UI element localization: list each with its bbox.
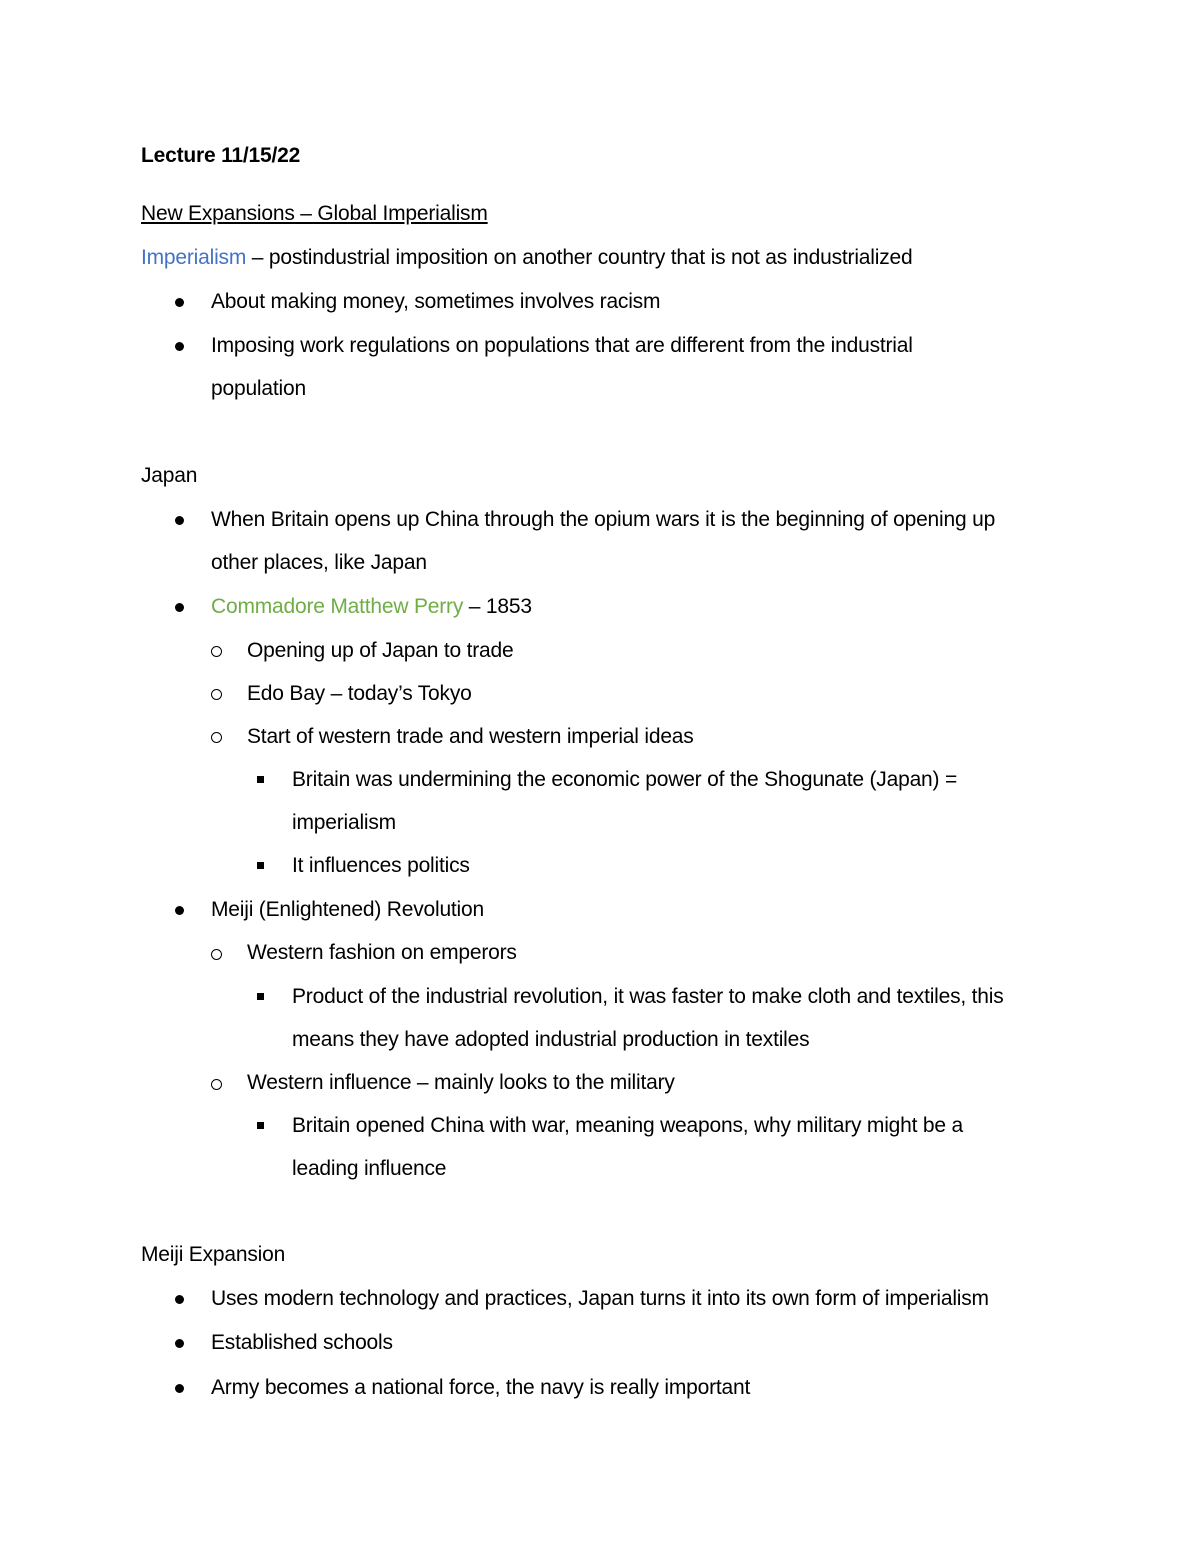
section-heading-japan: Japan xyxy=(141,464,198,487)
sub-list-item: Opening up of Japan to trade xyxy=(247,639,514,662)
bullet-disc-icon xyxy=(175,298,184,307)
section-heading-meiji-expansion: Meiji Expansion xyxy=(141,1243,286,1266)
sub-list-item: Western fashion on emperors xyxy=(247,941,517,964)
bullet-circle-icon xyxy=(211,732,222,743)
bullet-square-icon xyxy=(257,862,264,869)
definition-line xyxy=(141,244,912,272)
list-item-continuation: other places, like Japan xyxy=(211,551,427,574)
perry-year: – 1853 xyxy=(463,595,532,618)
bullet-circle-icon xyxy=(211,689,222,700)
bullet-disc-icon xyxy=(175,1339,184,1348)
list-item-perry xyxy=(211,593,532,621)
bullet-circle-icon xyxy=(211,646,222,657)
list-item: Meiji (Enlightened) Revolution xyxy=(211,898,484,921)
perry-name: Commadore Matthew Perry xyxy=(211,595,464,618)
bullet-square-icon xyxy=(257,1122,264,1129)
bullet-disc-icon xyxy=(175,342,184,351)
sub-sub-list-item-continuation: means they have adopted industrial production in textiles xyxy=(292,1028,810,1051)
sub-sub-list-item: Product of the industrial revolution, it was faster to make cloth and textiles, this xyxy=(292,985,1004,1008)
sub-list-item: Western influence – mainly looks to the military xyxy=(247,1071,675,1094)
sub-list-item: Start of western trade and western imperial ideas xyxy=(247,725,694,748)
sub-sub-list-item-continuation: imperialism xyxy=(292,811,396,834)
definition-text: – postindustrial imposition on another country that is not as industrialized xyxy=(246,246,913,269)
list-item: Imposing work regulations on populations that are different from the industrial xyxy=(211,334,913,357)
list-item: When Britain opens up China through the opium wars it is the beginning of opening up xyxy=(211,508,996,531)
list-item: About making money, sometimes involves racism xyxy=(211,290,661,313)
bullet-square-icon xyxy=(257,776,264,783)
term-imperialism: Imperialism xyxy=(141,246,247,269)
list-item: Established schools xyxy=(211,1331,393,1354)
sub-sub-list-item: It influences politics xyxy=(292,854,470,877)
sub-sub-list-item: Britain was undermining the economic power of the Shogunate (Japan) = xyxy=(292,768,958,791)
list-item-continuation: population xyxy=(211,377,306,400)
list-item: Army becomes a national force, the navy is really important xyxy=(211,1376,751,1399)
bullet-circle-icon xyxy=(211,949,222,960)
bullet-disc-icon xyxy=(175,1384,184,1393)
bullet-disc-icon xyxy=(175,516,184,525)
sub-sub-list-item: Britain opened China with war, meaning weapons, why military might be a xyxy=(292,1114,963,1137)
list-item: Uses modern technology and practices, Japan turns it into its own form of imperialism xyxy=(211,1287,989,1310)
bullet-disc-icon xyxy=(175,603,184,612)
page-title: Lecture 11/15/22 xyxy=(141,144,301,167)
sub-list-item: Edo Bay – today’s Tokyo xyxy=(247,682,472,705)
sub-sub-list-item-continuation: leading influence xyxy=(292,1157,447,1180)
bullet-circle-icon xyxy=(211,1079,222,1090)
bullet-square-icon xyxy=(257,993,264,1000)
bullet-disc-icon xyxy=(175,906,184,915)
bullet-disc-icon xyxy=(175,1295,184,1304)
section-heading-new-expansions: New Expansions – Global Imperialism xyxy=(141,202,488,225)
